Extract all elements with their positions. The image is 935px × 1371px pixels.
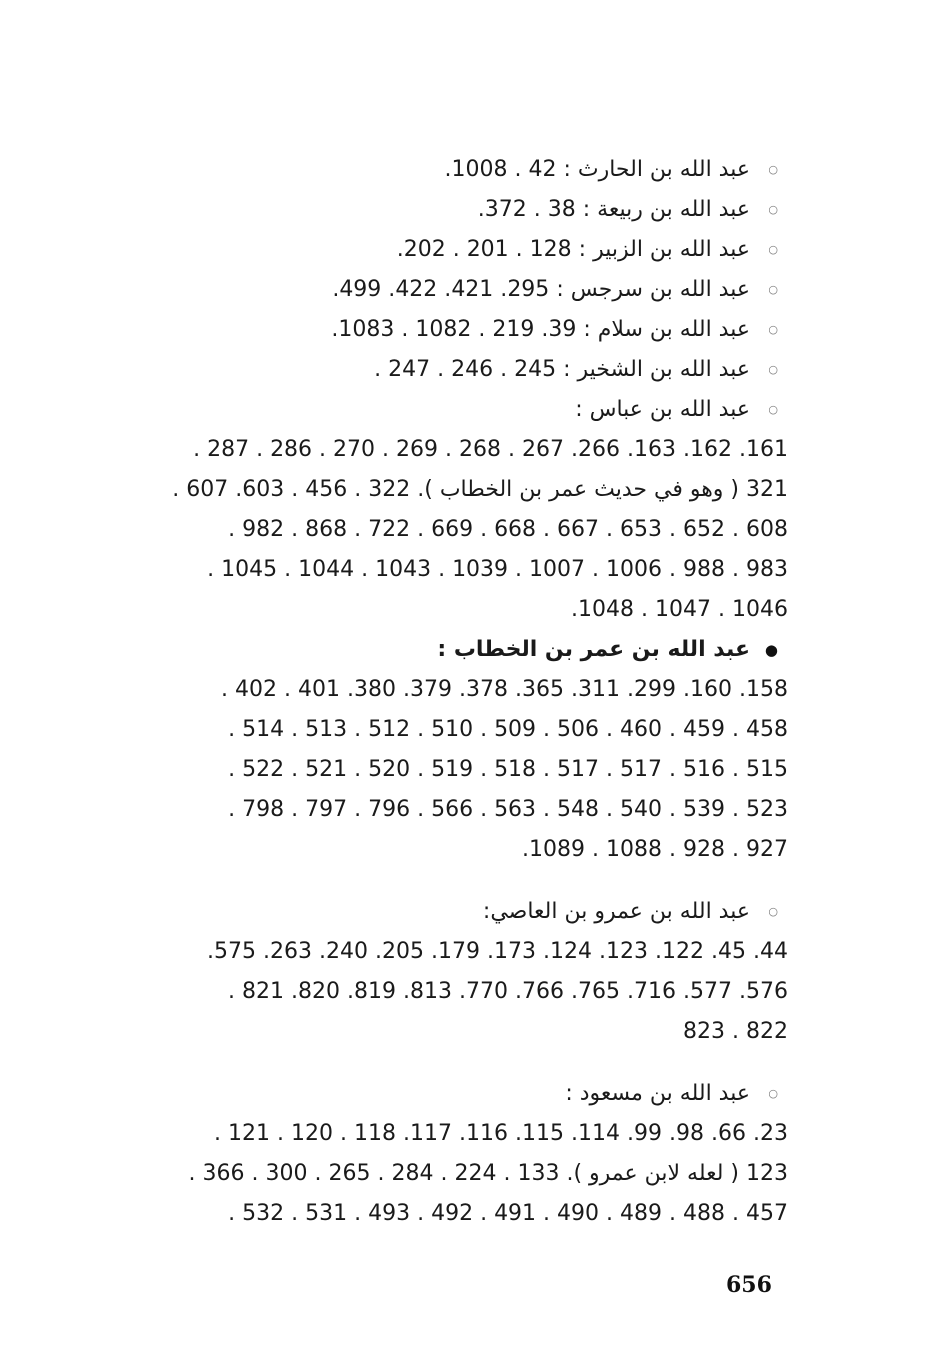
- index-entry: [88, 1074, 788, 1114]
- hadith-numbers: 44. 45. 122. 123. 124. 173. 179. 205. 240. 263. 575.: [207, 939, 788, 964]
- hadith-numbers: 458 . 459 . 460 . 506 . 509 . 510 . 512 . 513 . 514 .: [228, 717, 788, 742]
- page-number: 656: [726, 1272, 772, 1298]
- hadith-numbers: 515 . 516 . 517 . 517 . 518 . 519 . 520 . 521 . 522 .: [228, 757, 788, 782]
- hadith-numbers: 245 . 246 . 247 .: [374, 357, 557, 382]
- bullet-icon: ○: [768, 283, 778, 296]
- hadith-numbers: 158. 160. 299. 311. 365. 378. 379. 380. 401 . 402 .: [221, 677, 788, 702]
- narrator-name: عبد الله بن ربيعة :: [582, 197, 750, 222]
- narrator-name: عبد الله بن مسعود :: [565, 1081, 750, 1106]
- spacer: [88, 1052, 788, 1074]
- index-entry: [88, 190, 788, 230]
- hadith-numbers: 23. 66. 98. 99. 114. 115. 116. 117. 118 . 120 . 121 .: [214, 1121, 788, 1146]
- hadith-numbers: 123 ( لعله لابن عمرو ). 133 . 224 . 284 . 265 . 300 . 366 .: [188, 1161, 788, 1186]
- narrator-name: عبد الله بن عباس :: [575, 397, 750, 422]
- hadith-numbers: 1046 . 1047 . 1048.: [571, 597, 788, 622]
- bullet-icon: ○: [768, 203, 778, 216]
- bullet-icon: ●: [764, 641, 778, 659]
- index-entry: [88, 270, 788, 310]
- hadith-numbers: 927 . 928 . 1088 . 1089.: [522, 837, 788, 862]
- hadith-numbers: 321 ( وهو في حديث عمر بن الخطاب ). 322 . 456 . 603. 607 .: [172, 477, 788, 502]
- bullet-icon: ○: [768, 1087, 778, 1100]
- spacer: [88, 870, 788, 892]
- narrator-name: عبد الله بن الزبير :: [578, 237, 750, 262]
- narrator-name: عبد الله بن الحارث :: [563, 157, 750, 182]
- index-entry: [88, 310, 788, 350]
- hadith-numbers: 38 . 372.: [477, 197, 576, 222]
- bullet-icon: ○: [768, 163, 778, 176]
- index-entry: [88, 150, 788, 190]
- index-entry: [88, 892, 788, 932]
- hadith-numbers: 39. 219 . 1082 . 1083.: [331, 317, 577, 342]
- hadith-numbers: 457 . 488 . 489 . 490 . 491 . 492 . 493 . 531 . 532 .: [228, 1201, 788, 1226]
- narrator-name: عبد الله بن الشخير :: [563, 357, 750, 382]
- narrator-name: عبد الله بن عمر بن الخطاب :: [437, 637, 750, 662]
- bullet-icon: ○: [768, 323, 778, 336]
- index-entry: [88, 350, 788, 390]
- bullet-icon: ○: [768, 243, 778, 256]
- hadith-numbers: 523 . 539 . 540 . 548 . 563 . 566 . 796 . 797 . 798 .: [228, 797, 788, 822]
- index-entry: [88, 390, 788, 430]
- narrator-name: عبد الله بن سرجس :: [556, 277, 750, 302]
- narrator-index: [88, 150, 788, 1234]
- narrator-name: عبد الله بن عمرو بن العاصي:: [482, 899, 750, 924]
- narrator-name: عبد الله بن سلام :: [583, 317, 750, 342]
- index-entry: [88, 630, 788, 670]
- hadith-numbers: 983 . 988 . 1006 . 1007 . 1039 . 1043 . 1044 . 1045 .: [207, 557, 788, 582]
- bullet-icon: ○: [768, 403, 778, 416]
- bullet-icon: ○: [768, 905, 778, 918]
- bullet-icon: ○: [768, 363, 778, 376]
- hadith-numbers: 128 . 201 . 202.: [396, 237, 572, 262]
- index-entry: [88, 230, 788, 270]
- hadith-numbers: 608 . 652 . 653 . 667 . 668 . 669 . 722 . 868 . 982 .: [228, 517, 788, 542]
- hadith-numbers: 822 . 823: [683, 1019, 788, 1044]
- hadith-numbers: 42 . 1008.: [444, 157, 557, 182]
- hadith-numbers: 161. 162. 163. 266. 267 . 268 . 269 . 270 . 286 . 287 .: [193, 437, 788, 462]
- hadith-numbers: 295. 421. 422. 499.: [332, 277, 550, 302]
- hadith-numbers: 576. 577. 716. 765. 766. 770. 813. 819. 820. 821 .: [228, 979, 788, 1004]
